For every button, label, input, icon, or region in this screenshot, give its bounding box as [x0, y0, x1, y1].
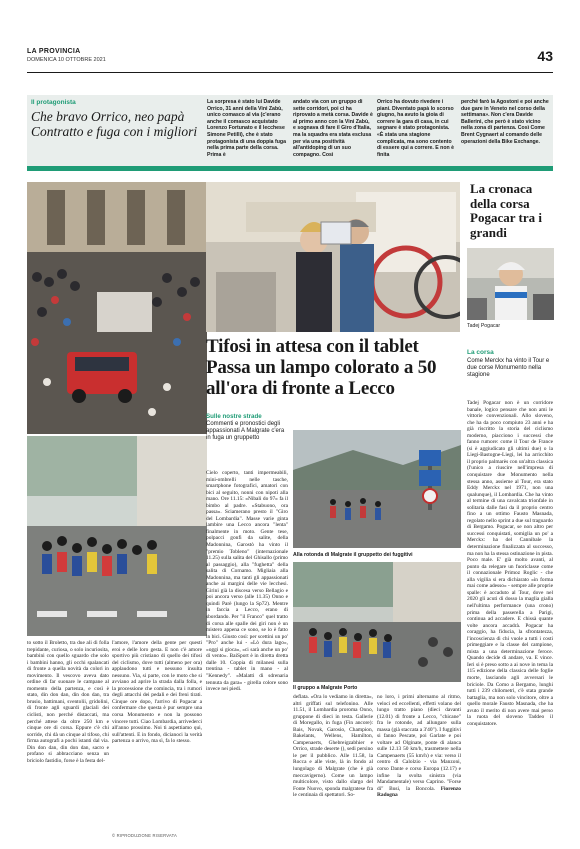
article-body-middle: Cielo coperto, tanti impermeabili, mini-ombrelli nelle tasche, smartphone fotografici, amatori con bici al seguito, nonni con nipoti alla mano. Ore 11.15: «Nibali do 97» fa il bimbo al padre. «Stabuono, ora passa». Sciamerano presto il "Giro del Lombardia". Masse varie ginta lambire una Lecco ancora "lenta" finalmente in moto. Gente tese, polpacci gonfi da salite, della Madonnina, Garostò ha vinto il "premio Tobleno" (internazionale 11.25) sulla salita del Ghisallo (primo al passaggio), alla "fughetta" della salita di Cornamo. Migliaia alla Madonnina, ma tanti gli appassionati anche ai margini delle vie lecchesi. Girini già la discesa verso Bellagio e poi ancora verso (alle 11.35) Onno e quindi Parè (lungo la Sp72). Mentre in faccia a Lecco, erano di sbordando. Per "il Franco" quel tratto di corsa alle spalle dei giri non è un mistero appena ce sono, se lo è fatto in bici. Giusto così: per scettini un po' "Pro" anche lui - «Lò dura lago», «oggi si gioca», «ci sarà anche un po' di vento». BaiSport è in diretta dretta dalle 10. Coppia di milanesi sulla trentina - tablet in mano - al "Kennedy". «Malatti di sdrenaria tennuta da gara» - girella colore sono invece nei piedi. [206, 470, 288, 693]
sidebar-title: La cronaca della corsa Pogacar tra i grandi [470, 181, 542, 240]
masthead [27, 48, 553, 70]
publication-name: LA PROVINCIA [27, 48, 81, 55]
photo-malgrate-porto [293, 562, 461, 682]
caption-roundabout: Alla rotonda di Malgrate il gruppetto dei fuggitivi [293, 552, 413, 558]
protagonist-box [27, 95, 553, 171]
caption-pogacar: Tadej Pogacar [467, 323, 501, 329]
photo-peloton [27, 436, 207, 636]
protagonist-col-4: perché farò la Agostoni e poi anche due gare in Veneto nel corso della settimana». Non c'era Davide Ballerini, che però è stato vicino nella zona di partenza. Così Come Brent Cygnaert al comando delle operazioni della Bike Exchange. [461, 99, 549, 145]
author-signature: Fiorenzo Radogna [377, 785, 461, 799]
article-body-left-1: to sotto il Broletto, tra due ali di folla trepidante, curiosa, o solo incuriosita, bambini con quello sguardo che solo i bambini hanno, gli occhi spalancati di fronte a quella novità da colori in movimento. Il vescovo aveva dato ordine di far suonare le campane al momento della partenza, e così è stato, din don dan, din don dan, tra brusio, battimani, sventolii, gridolini, di fronte agli sguardi glaciali dei ciclisti, non perché distaccati, ma perché attese da oltre 250 km e cinque ore di corsa. Eppure c'è chi sorride, chi dà un cinque al tifoso, chi firma autografi a pochi istanti dal via. Din don dan, din don dan, sacro e profano si abbracciano senza un briciolo fastidio, forse è la festa del- [27, 640, 109, 764]
protagonist-col-2: andato via con un gruppo di sette corridori, poi ci ha riprovato a metà corsa. Davide è al primo anno con la Vini Zabù, e sognava di fare il Giro d'Italia, ma la squadra era stata esclusa per via una positività all'antidoping di un suo compagno. Così [293, 99, 373, 158]
subhead-text: Commenti e pronostici degli appassionati A Malgrate c'era in fuga un gruppetto [206, 421, 285, 442]
copyright-credit: © RIPRODUZIONE RISERVATA [112, 833, 178, 838]
protagonist-col-3: Orrico ha dovuto rivedere i piani. Diventato papà lo scorso giugno, ha avuto la gioia di correre la gara di casa, in cui segnare è stato protagonista. «È stata una stagione complicata, ma sono contento di essere qui a correre. E non è finita [377, 99, 454, 158]
photo-fans-tablet [206, 182, 460, 332]
photo-roundabout [293, 430, 461, 548]
issue-date: DOMENICA 10 OTTOBRE 2021 [27, 57, 106, 63]
article-body-bottom-2-text: no loro, i primi alternamo al ritmo, veloci ed eccellenti, effetti volano del lungo tratto piano (dieci davanti (12.01) di fronte a Lecco, "chicane" fra le rotonde, ad allungare sulla massa (già staccata a 3'40"). I fuggitivi si fanno Pescate, poi Garlate e poi voltare ad Olginate, ponte di alanca sulle 12.13 50 km/h, trasmettere nella Campenaerts (55 km/h) e via: verso il centro di Calolzio - via Manzoni, corso Dante e corso Europa (12.17) e infine la svolta sinistra (via Mandamentale) verso Caprino. "Forse di" Busi, la Boncola. [377, 694, 461, 792]
protagonist-kicker: Il protagonista [31, 99, 76, 106]
article-body-left-2: l'amore, l'amore della gente per questi eroi e delle loro gesta. E non c'è amore sportivo più cristiano di quello dei tifosi del ciclismo, dove tutti (almeno per ora) applaudono tutti e nessuno insulta nessuno. Via, si parte, con le moto che si avviano ad aprire la strada dalla folla, e la processione che comincia, tra i rumori degli attacchi dei pedali e dei freni tirati. Cinque ore dopo, l'arrivo di Pogacar a confermare che questa è pur sempre una corsa Monumento e non la possono vincere tutti. Ciao Lombardia, arrivederci all'anno prossimo. Noi ti aspettiamo qui, sull'attenti. E in fondo, dicianoci la verità partenza o arrivo, ma sì, fa lo stesso. [112, 640, 202, 745]
sidebar-kicker: La corsa [467, 349, 494, 356]
caption-malgrate-porto: Il gruppo a Malgrate Porto [293, 685, 358, 691]
page-number: 43 [537, 48, 553, 64]
article-body-bottom-2 [377, 694, 461, 840]
photo-crowd-start [27, 182, 207, 434]
protagonist-col-1: La sorpresa è stato lui Davide Orrico, 31 anni della Vini Zabù, unico comasco al via (c'erano anche il comasco acquistato Lorenzo Fortunato e il lecchese Simone Petilli), che è stato protagonista di una doppia fuga nella prima parte della corsa. Prima è [207, 99, 286, 158]
masthead-rule [27, 72, 553, 73]
subhead-kicker: Sulle nostre strade [206, 413, 262, 420]
photo-pogacar [467, 248, 554, 320]
article-body-bottom-1: deflata. «Ora lo vediamo in diretta», altri griffati sul telefonino. Alle 11.51, il Lombardia proroma Onno, gruppone di dieci in testa. Gallerie di Moregallo, in fuga (Fin ancore): Bais, Novak, Garosio, Champion, Bakelants, Wellens, Hamilton, Campenaerts, Ghebreigzabhier e Orrico, strade deserte (), sedi persino le per il pubblico. Alle 11.58, la Rocca e alle viste, là in fondo al lungolago di Malgrate (che è già meccavigerno). Come un lampo multicolore, visto dallo slargo del Fonte Nuovo, sponda malgratese fra le centinaia di spettatori. So- [293, 694, 373, 799]
sidebar-text: Come Merckx ha vinto il Tour e due corse Monumento nella stagione [467, 358, 550, 379]
main-headline: Tifosi in attesa con il tablet Passa un lampo colorato a 50 all'ora di fronte a Lecco [206, 336, 437, 399]
protagonist-title: Che bravo Orrico, neo papà Contratto e fuga con i migliori [31, 109, 198, 139]
sidebar-body: Tadej Pogacar non è un corridore banale, logico pensare che non ami le vittorie convenzionali. Allo sloveno, che ha da poco compiuto 23 anni e ha già riscritto la storia del ciclismo moderno, piacciono i successi che fanno rumore: come il Tour de France (si è aggiudicato gli ultimi due) o la Liegi-Bastogne-Liegi, lei ha arricchito il proprio palmarès con un'altra classica (l'unico a riuscire nell'impresa di conquistare due Monumento nella stessa anno, assieme al Tour, era stato Eddy Merckx nel 1971, non una qualunque), il Lombardia. Che ha vinto al termine di una cavalcata trionfale in solitaria dalle fasi da il proprio centro fino a un ottimo Fausto Masnada, regolato nello sprint a due sul traguardo di Bergamo. Pogacar, se non altro per successi conquistati, somiglia un po' a Merckx: ha del Cannibale la determinazione finalizzata al successo, ma non ha la stessa ostinazione in pista. Poco male. E' già molto avanti, al punto da relegare un fuoriclasse come il connazionale Primoz Roglic - che alla vigilia si era dichiarato «in forma mai come adesso» - sempre alle proprie spalle: è accaduto al Tour, dove nel 2020 gli acuti di dosso la maglia gialla nell'ultima performance (una crono) prima della passerella a Parigi, continua ad accadere. E chissà quante volte ancora accadrà. Pogacar ha coraggio, ha fiducia, la sfrontatezza, l'incoscienza di chi vuole a tutti i costi primeggiare e la classe del campione, mista a una determinazione feroce. Quando decide di andare, va. E vince. Ieri si è preso sotto a ai nove in tema la 115 edizione della classica delle foglie morte, lasciando agli avversari le briciole. Da Como a Bergamo, lunghi tutti i 239 chilometri, c'è stata grande battaglia, ma non solo vincitore, oltre a quello morale Fausto Masnada, che ha avuto il merito di non avere mai perso la ruota del sloveno Taddeo il conquistatore. [467, 400, 553, 727]
